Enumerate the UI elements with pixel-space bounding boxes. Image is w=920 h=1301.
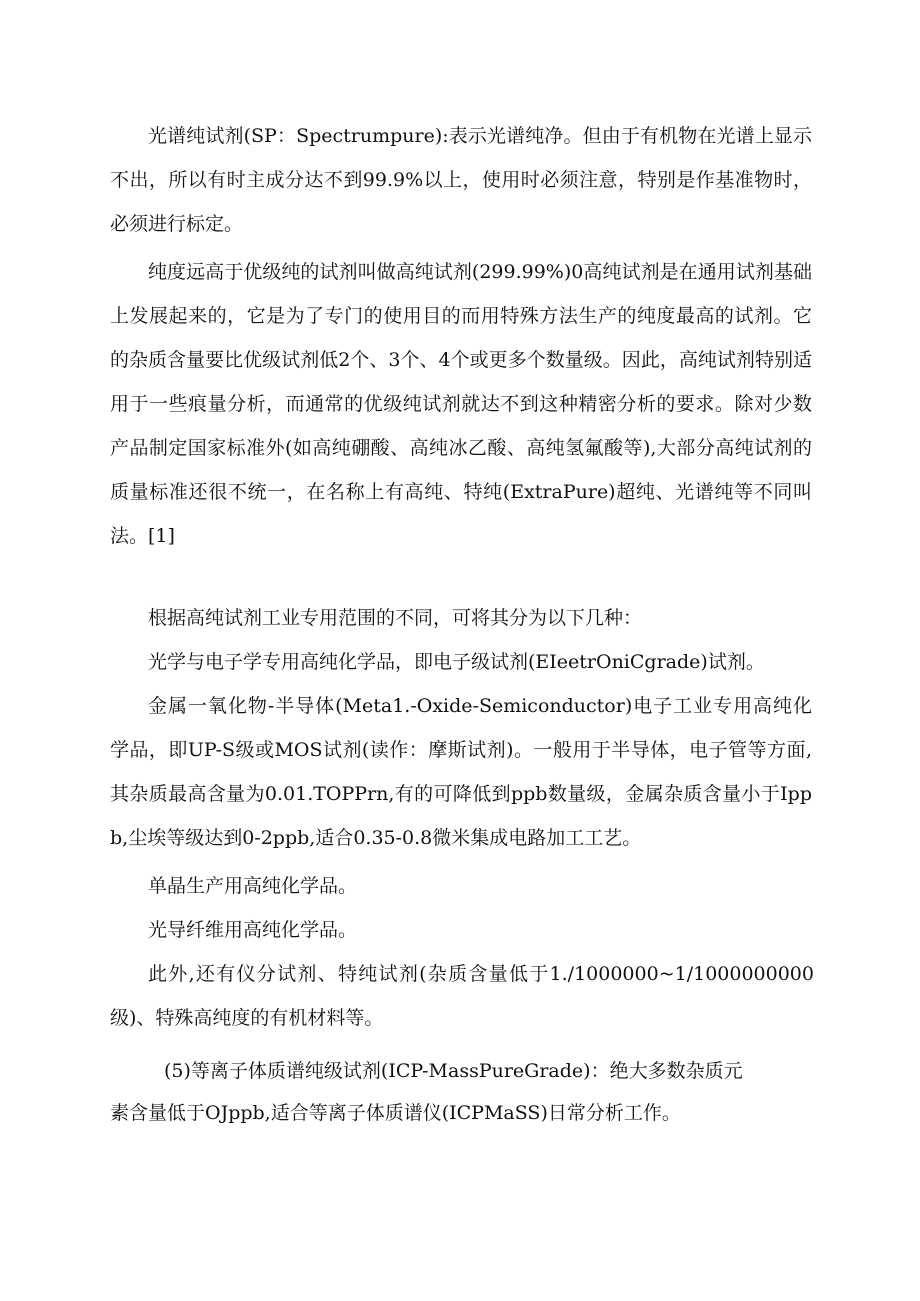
paragraph-mos-reagent: 金属一氧化物-半导体(Meta1.-Oxide-Semiconductor)电子工业专用高纯化学品，即UP-S级或MOS试剂(读作：摩斯试剂)。一般用于半导体，电子管等方面,其杂质最高含量为0.01.TOPPrn,有的可降低到ppb数量级，金属杂质含量小于Ippb,尘埃等级达到0-2ppb,适合0.35-0.8微米集成电路加工工艺。: [110, 695, 812, 849]
item-5-line-2: 素含量低于OJppb,适合等离子体质谱仪(ICPMaSS)日常分析工作。: [110, 1102, 681, 1124]
paragraph-optical-fiber: 光导纤维用高纯化学品。: [148, 919, 358, 941]
paragraph-single-crystal: 单晶生产用高纯化学品。: [148, 875, 358, 897]
paragraph-electronic-grade: 光学与电子学专用高纯化学品，即电子级试剂(EIeetrOniCgrade)试剂。: [148, 651, 765, 673]
paragraph-spectrum-pure: 光谱纯试剂(SP：Spectrumpure):表示光谱纯净。但由于有机物在光谱上显示不出，所以有时主成分达不到99.9%以上，使用时必须注意，特别是作基准物时，必须进行标定。: [110, 125, 812, 235]
item-5-line-1: (5)等离子体质谱纯级试剂(ICP-MassPureGrade)：绝大多数杂质元: [164, 1060, 743, 1082]
paragraph-classification-intro: 根据高纯试剂工业专用范围的不同，可将其分为以下几种：: [148, 607, 643, 629]
paragraph-high-purity: 纯度远高于优级纯的试剂叫做高纯试剂(299.99%)0高纯试剂是在通用试剂基础上发展起来的，它是为了专门的使用目的而用特殊方法生产的纯度最高的试剂。它的杂质含量要比优级试剂低2个、3个、4个或更多个数量级。因此，高纯试剂特别适用于一些痕量分析，而通常的优级纯试剂就达不到这种精密分析的要求。除对少数产品制定国家标准外(如高纯硼酸、高纯冰乙酸、高纯氢氟酸等),大部分高纯试剂的质量标准还很不统一，在名称上有高纯、特纯(ExtraPure)超纯、光谱纯等不同叫法。[1]: [110, 261, 812, 547]
paragraph-other-reagents: 此外,还有仪分试剂、特纯试剂(杂质含量低于1./1000000~1/1000000000级)、特殊高纯度的有机材料等。: [110, 963, 814, 1029]
